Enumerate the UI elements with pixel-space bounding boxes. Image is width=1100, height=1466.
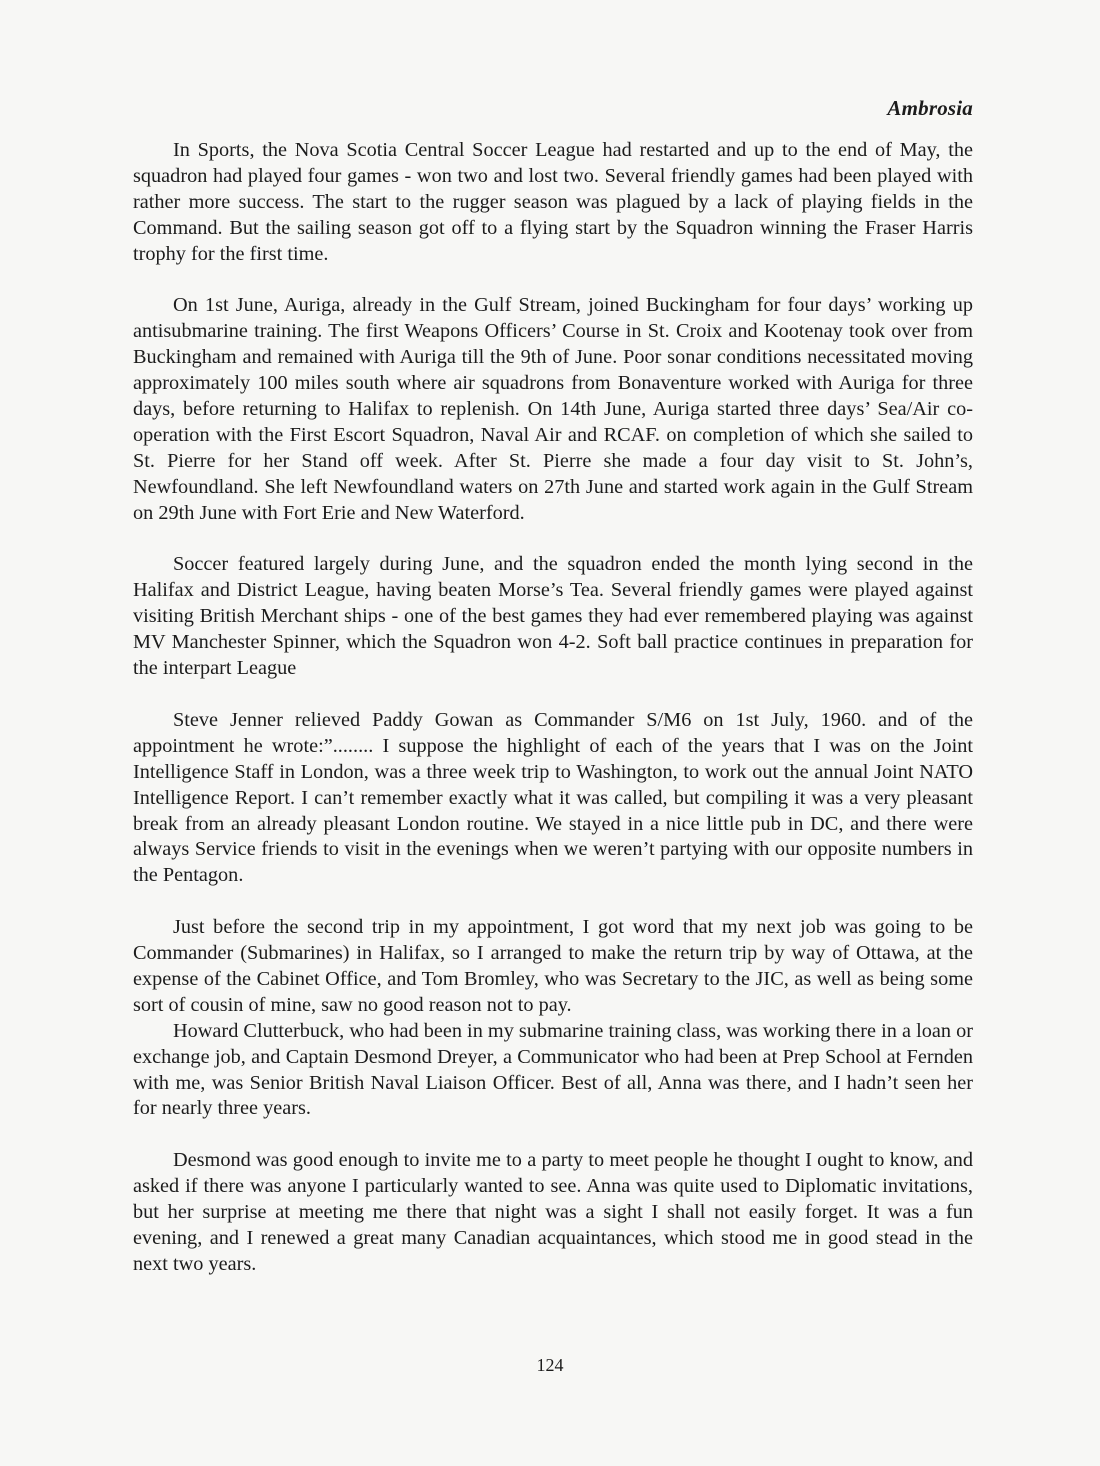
paragraph-june-auriga: On 1st June, Auriga, already in the Gulf Stream, joined Buckingham for four days’ working up antisubmarine training. The first Weapons Officers’ Course in St. Croix and Kootenay took over from Buckingham and remained with Auriga till the 9th of June. Poor sonar conditions necessitated moving approximately 100 miles south where air squadrons from Bonaventure worked with Auriga for three days, before returning to Halifax to replenish. On 14th June, Auriga started three days’ Sea/Air co-operation with the First Escort Squadron, Naval Air and RCAF. on completion of which she sailed to St. Pierre for her Stand off week. After St. Pierre she made a four day visit to St. John’s, Newfoundland. She left Newfoundland waters on 27th June and started work again in the Gulf Stream on 29th June with Fort Erie and New Waterford. xyxy=(133,294,973,524)
paragraph-second-trip: Just before the second trip in my appointment, I got word that my next job was going to be Commander (Submarines) in Halifax, so I arranged to make the return trip by way of Ottawa, at the expense of the Cabinet Office, and Tom Bromley, who was Secretary to the JIC, as well as being some sort of cousin of mine, saw no good reason not to pay. xyxy=(133,916,973,1016)
paragraph-steve-jenner: Steve Jenner relieved Paddy Gowan as Commander S/M6 on 1st July, 1960. and of the appointment he wrote:”........ I suppose the highlight of each of the years that I was on the Joint Intelligence Staff in London, was a three week trip to Washington, to work out the annual Joint NATO Intelligence Report. I can’t remember exactly what it was called, but compiling it was a very pleasant break from an already pleasant London routine. We stayed in a nice little pub in DC, and there were always Service friends to visit in the evenings when we weren’t partying with our opposite numbers in the Pentagon. xyxy=(133,708,973,887)
body-text xyxy=(133,138,973,1278)
paragraph-desmond-party: Desmond was good enough to invite me to a party to meet people he thought I ought to know, and asked if there was anyone I particularly wanted to see. Anna was quite used to Diplomatic invitations, but her surprise at meeting me there that night was a sight I shall not easily forget. It was a fun evening, and I renewed a great many Canadian acquaintances, which stood me in good stead in the next two years. xyxy=(133,1149,973,1275)
paragraph-howard-clutterbuck: Howard Clutterbuck, who had been in my submarine training class, was working there in a loan or exchange job, and Captain Desmond Dreyer, a Communicator who had been at Prep School at Fernden with me, was Senior British Naval Liaison Officer. Best of all, Anna was there, and I hadn’t seen her for nearly three years. xyxy=(133,1019,973,1120)
running-header: Ambrosia xyxy=(887,96,973,120)
paragraph-soccer-june: Soccer featured largely during June, and the squadron ended the month lying second in the Halifax and District League, having beaten Morse’s Tea. Several friendly games were played against visiting British Merchant ships - one of the best games they had ever remembered playing was against MV Manchester Spinner, which the Squadron won 4-2. Soft ball practice continues in preparation for the interpart League xyxy=(133,553,973,680)
page-number: 124 xyxy=(536,1355,564,1375)
paragraph-sports-may: In Sports, the Nova Scotia Central Soccer League had restarted and up to the end of May, the squadron had played four games - won two and lost two. Several friendly games had been played with rather more success. The start to the rugger season was plagued by a lack of playing fields in the Command. But the sailing season got off to a flying start by the Squadron winning the Fraser Harris trophy for the first time. xyxy=(133,139,973,265)
